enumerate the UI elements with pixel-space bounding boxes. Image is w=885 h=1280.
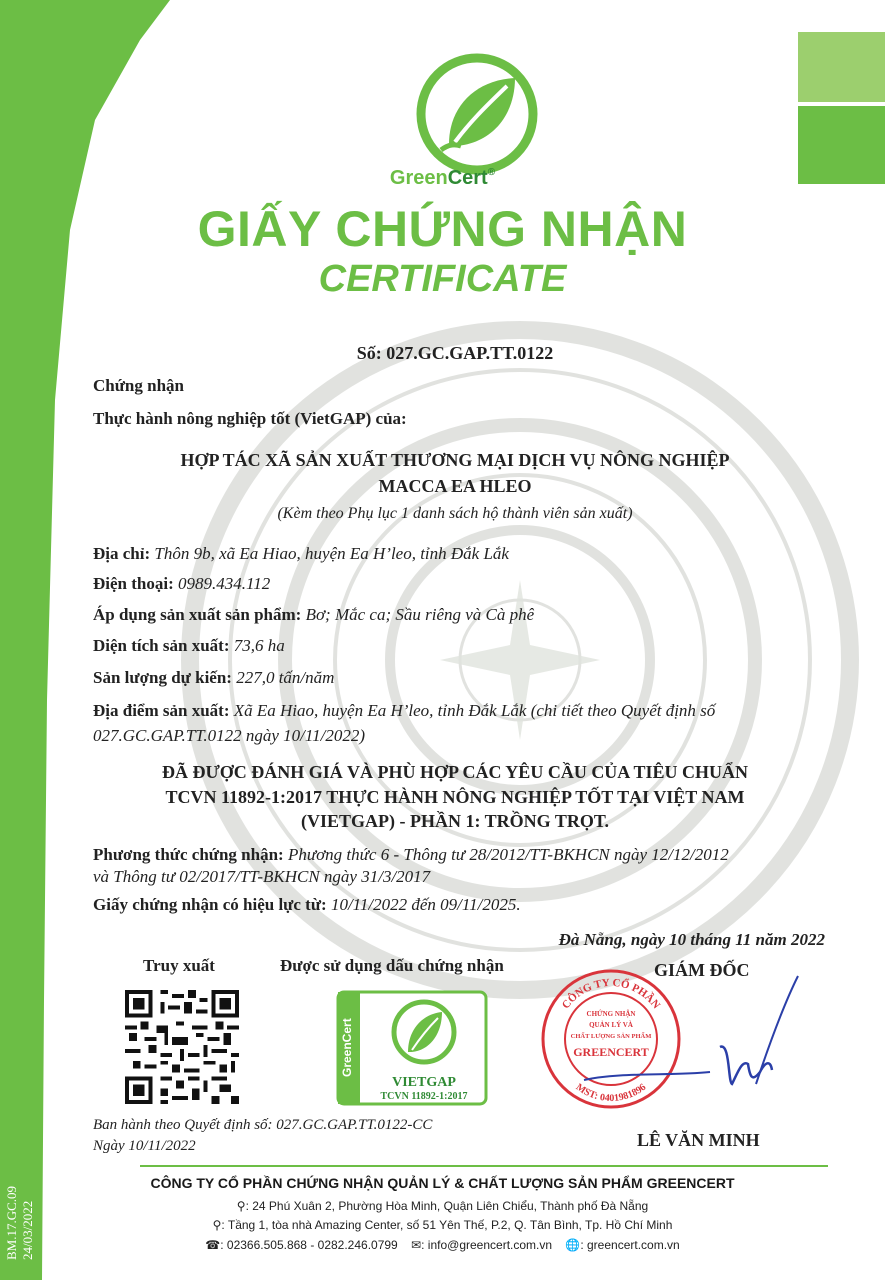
email-icon: ✉ — [411, 1238, 422, 1252]
date-place: Đà Nẵng, ngày 10 tháng 11 năm 2022 — [558, 930, 825, 949]
stamp-top-text: CÔNG TY CỔ PHẦN — [559, 976, 663, 1012]
side-form-date: 24/03/2022 — [20, 1200, 35, 1260]
area-value: 73,6 ha — [233, 636, 285, 655]
brand-reg: ® — [487, 167, 496, 178]
address-label: Địa chỉ: — [93, 544, 151, 563]
stamp-inner-1: CHỨNG NHẬN — [586, 1010, 636, 1018]
org-note: (Kèm theo Phụ lục 1 danh sách hộ thành viên sản xuất) — [277, 505, 633, 522]
address-value: Thôn 9b, xã Ea Hiao, huyện Ea H’leo, tỉnh Đắk Lắk — [154, 544, 509, 563]
footer-contacts — [0, 1238, 885, 1252]
field-validity — [93, 895, 521, 915]
director-title: GIÁM ĐỐC — [654, 960, 750, 980]
intro-line-1: Chứng nhận — [93, 376, 185, 395]
footer-company: CÔNG TY CỔ PHẦN CHỨNG NHẬN QUẢN LÝ & CHẤT LƯỢNG SẢN PHẨM GREENCERT — [150, 1175, 735, 1191]
validity-value: 10/11/2022 đến 09/11/2025. — [330, 895, 521, 914]
area-label: Diện tích sản xuất: — [93, 636, 230, 655]
web-globe-icon: 🌐 — [565, 1238, 581, 1252]
location-pin-icon: ⚲ — [236, 1199, 246, 1213]
location-value-2: 027.GC.GAP.TT.0122 ngày 10/11/2022) — [93, 726, 366, 745]
intro-line-2: Thực hành nông nghiệp tốt (VietGAP) của: — [93, 409, 407, 428]
method-label: Phương thức chứng nhận: — [93, 845, 284, 864]
validity-label: Giấy chứng nhận có hiệu lực từ: — [93, 895, 327, 914]
field-location — [93, 701, 715, 721]
field-method — [93, 845, 729, 865]
yield-label: Sản lượng dự kiến: — [93, 668, 232, 687]
director-name: LÊ VĂN MINH — [637, 1130, 760, 1150]
footer-address-1 — [0, 1199, 885, 1213]
footer-web[interactable]: : greencert.com.vn — [580, 1238, 680, 1252]
footer-address-2-text: : Tầng 1, tòa nhà Amazing Center, số 51 Yên Thế, P.2, Q. Tân Bình, Tp. Hồ Chí Minh — [221, 1218, 673, 1232]
title-english: CERTIFICATE — [318, 258, 567, 300]
greencert-logo-icon — [415, 52, 539, 176]
qr-code[interactable] — [125, 990, 239, 1104]
brand-cert: Cert — [447, 167, 488, 189]
field-address — [93, 544, 509, 564]
phone-value: 0989.434.112 — [178, 574, 271, 593]
footer-address-1-text: : 24 Phú Xuân 2, Phường Hòa Minh, Quận Liên Chiểu, Thành phố Đà Nẵng — [245, 1199, 649, 1213]
statement-line-1: ĐÃ ĐƯỢC ĐÁNH GIÁ VÀ PHÙ HỢP CÁC YÊU CẦU CỦA TIÊU CHUẨN — [161, 762, 749, 782]
vietgap-mark-brand: GreenCert — [340, 1018, 354, 1077]
stamp-mst-text: MST: 0401981896 — [573, 1081, 649, 1105]
org-name-line-2: MACCA EA HLEO — [378, 476, 532, 496]
field-products — [93, 605, 534, 625]
field-yield — [93, 668, 334, 688]
stamp-name: GREENCERT — [573, 1045, 649, 1059]
phone-label: Điện thoại: — [93, 574, 174, 593]
footer-phone[interactable]: : 02366.505.868 - 0282.246.0799 — [220, 1238, 398, 1252]
vietgap-mark-name: VIETGAP — [392, 1075, 456, 1090]
yield-value: 227,0 tấn/năm — [236, 668, 335, 687]
products-value: Bơ; Mắc ca; Sầu riêng và Cà phê — [305, 605, 535, 624]
method-value-2: và Thông tư 02/2017/TT-BKHCN ngày 31/3/2017 — [93, 867, 431, 886]
number-value: 027.GC.GAP.TT.0122 — [386, 343, 554, 363]
phone-icon: ☎ — [205, 1238, 221, 1252]
location-label: Địa điểm sản xuất: — [93, 701, 230, 720]
products-label: Áp dụng sản xuất sản phẩm: — [93, 605, 302, 624]
stamp-inner-2: QUẢN LÝ VÀ — [589, 1021, 633, 1029]
statement-line-3: (VIETGAP) - PHẦN 1: TRỒNG TRỌT. — [300, 811, 609, 831]
side-form-number: BM.17.GC.09 — [4, 1185, 19, 1260]
org-name-line-1: HỢP TÁC XÃ SẢN XUẤT THƯƠNG MẠI DỊCH VỤ NÔNG NGHIỆP — [180, 450, 730, 470]
footer-email[interactable]: : info@greencert.com.vn — [421, 1238, 553, 1252]
field-phone — [93, 574, 270, 594]
issuance-line-2: Ngày 10/11/2022 — [93, 1138, 196, 1154]
footer-address-2 — [0, 1218, 885, 1232]
certificate-number — [60, 343, 850, 364]
method-value-1: Phương thức 6 - Thông tư 28/2012/TT-BKHCN ngày 12/12/2012 — [287, 845, 729, 864]
vietgap-mark-standard: TCVN 11892-1:2017 — [380, 1091, 468, 1102]
number-label: Số: — [356, 343, 382, 363]
issuance-line-1: Ban hành theo Quyết định số: 027.GC.GAP.TT.0122-CC — [93, 1117, 433, 1133]
trace-label: Truy xuất — [143, 956, 215, 975]
location-value-1: Xã Ea Hiao, huyện Ea H’leo, tỉnh Đắk Lắk (chi tiết theo Quyết định số — [233, 701, 716, 720]
stamp-inner-3: CHẤT LƯỢNG SẢN PHẨM — [570, 1033, 652, 1040]
title-vietnamese: GIẤY CHỨNG NHẬN — [197, 201, 688, 257]
corner-square-large — [798, 32, 885, 102]
brand-green: Green — [389, 167, 448, 189]
location-pin-icon: ⚲ — [212, 1218, 222, 1232]
brand-wordmark — [0, 167, 885, 190]
field-area — [93, 636, 285, 656]
statement-line-2: TCVN 11892-1:2017 THỰC HÀNH NÔNG NGHIỆP TỐT TẠI VIỆT NAM — [165, 787, 745, 807]
seal-usage-label: Được sử dụng dấu chứng nhận — [280, 956, 504, 975]
director-signature — [580, 972, 810, 1102]
